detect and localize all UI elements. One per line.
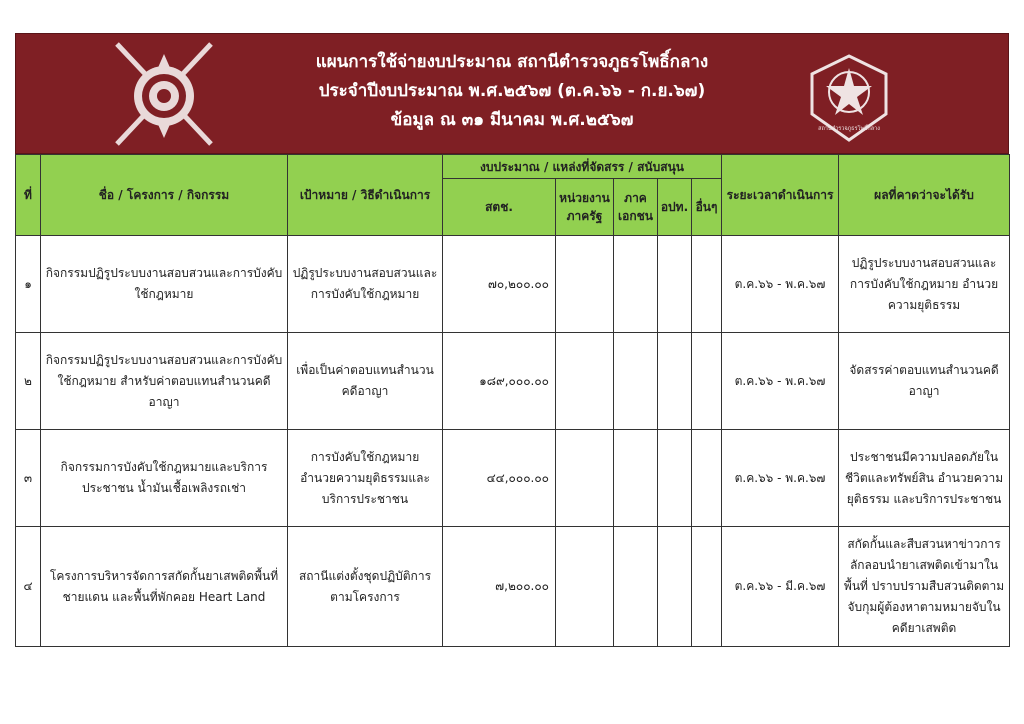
row-budget-other <box>692 527 722 647</box>
row-budget-gov <box>556 430 614 527</box>
table-row <box>16 527 1010 647</box>
col-no-header: ที่ <box>16 155 41 236</box>
col-period-header: ระยะเวลาดำเนินการ <box>722 155 839 236</box>
row-target: การบังคับใช้กฎหมาย อำนวยความยุติธรรมและบริการประชาชน <box>288 430 443 527</box>
row-budget-gov <box>556 527 614 647</box>
row-budget-gov <box>556 236 614 333</box>
col-budget-local-header: อปท. <box>658 179 692 236</box>
row-budget: ๔๔,๐๐๐.๐๐ <box>443 430 556 527</box>
table-row <box>16 430 1010 527</box>
row-no: ๑ <box>16 236 41 333</box>
title-line-1: แผนการใช้จ่ายงบประมาณ สถานีตำรวจภูธรโพธิ์กลาง <box>315 52 709 72</box>
row-budget-private <box>614 236 658 333</box>
row-name: กิจกรรมการบังคับใช้กฎหมายและบริการประชาชน น้ำมันเชื้อเพลิงรถเช่า <box>41 430 288 527</box>
row-budget-local <box>658 430 692 527</box>
table-row <box>16 333 1010 430</box>
row-result: ประชาชนมีความปลอดภัยในชีวิตและทรัพย์สิน อำนวยความยุติธรรม และบริการประชาชน <box>839 430 1010 527</box>
col-budget-other-header: อื่นๆ <box>692 179 722 236</box>
row-result: ปฏิรูประบบงานสอบสวนและการบังคับใช้กฎหมาย อำนวยความยุติธรรม <box>839 236 1010 333</box>
row-budget-other <box>692 236 722 333</box>
row-name: กิจกรรมปฏิรูประบบงานสอบสวนและการบังคับใช้กฎหมาย <box>41 236 288 333</box>
header-banner <box>15 33 1009 154</box>
row-no: ๔ <box>16 527 41 647</box>
row-period: ต.ค.๖๖ - พ.ค.๖๗ <box>722 430 839 527</box>
row-budget: ๑๘๙,๐๐๐.๐๐ <box>443 333 556 430</box>
col-budget-group-header: งบประมาณ / แหล่งที่จัดสรร / สนับสนุน <box>443 155 722 179</box>
row-target: ปฏิรูประบบงานสอบสวนและการบังคับใช้กฎหมาย <box>288 236 443 333</box>
col-name-header: ชื่อ / โครงการ / กิจกรรม <box>41 155 288 236</box>
row-name: กิจกรรมปฏิรูประบบงานสอบสวนและการบังคับใช้กฎหมาย สำหรับค่าตอบแทนสำนวนคดีอาญา <box>41 333 288 430</box>
row-period: ต.ค.๖๖ - พ.ค.๖๗ <box>722 236 839 333</box>
budget-table <box>15 154 1010 647</box>
col-budget-gov-header: หน่วยงานภาครัฐ <box>556 179 614 236</box>
row-target: สถานีแต่งตั้งชุดปฏิบัติการตามโครงการ <box>288 527 443 647</box>
row-budget: ๗,๒๐๐.๐๐ <box>443 527 556 647</box>
row-budget-local <box>658 236 692 333</box>
station-emblem-text: สถานีตำรวจภูธรโพธิ์กลาง <box>818 126 880 132</box>
table-row <box>16 236 1010 333</box>
row-budget-other <box>692 333 722 430</box>
row-budget: ๗๐,๒๐๐.๐๐ <box>443 236 556 333</box>
col-target-header: เป้าหมาย / วิธีดำเนินการ <box>288 155 443 236</box>
row-budget-gov <box>556 333 614 430</box>
title-line-2: ประจำปีงบประมาณ พ.ศ.๒๕๖๗ (ต.ค.๖๖ - ก.ย.๖๗) <box>318 81 706 101</box>
row-target: เพื่อเป็นค่าตอบแทนสำนวนคดีอาญา <box>288 333 443 430</box>
col-result-header: ผลที่คาดว่าจะได้รับ <box>839 155 1010 236</box>
row-budget-local <box>658 333 692 430</box>
row-name: โครงการบริหารจัดการสกัดกั้นยาเสพติดพื้นที่ชายแดน และพื้นที่พักคอย Heart Land <box>41 527 288 647</box>
row-no: ๓ <box>16 430 41 527</box>
row-result: จัดสรรค่าตอบแทนสำนวนคดีอาญา <box>839 333 1010 430</box>
row-result: สกัดกั้นและสืบสวนหาข่าวการลักลอบนำยาเสพติดเข้ามาในพื้นที่ ปราบปรามสืบสวนติดตามจับกุมผู้ต้องหาตามหมายจับในคดียาเสพติด <box>839 527 1010 647</box>
row-period: ต.ค.๖๖ - มี.ค.๖๗ <box>722 527 839 647</box>
row-budget-local <box>658 527 692 647</box>
title-line-3: ข้อมูล ณ ๓๑ มีนาคม พ.ศ.๒๕๖๗ <box>390 110 634 130</box>
station-emblem-right-icon <box>808 54 890 142</box>
row-budget-private <box>614 333 658 430</box>
row-budget-private <box>614 430 658 527</box>
row-budget-private <box>614 527 658 647</box>
row-budget-other <box>692 430 722 527</box>
col-budget-private-header: ภาคเอกชน <box>614 179 658 236</box>
row-period: ต.ค.๖๖ - พ.ค.๖๗ <box>722 333 839 430</box>
col-budget-police-header: สตช. <box>443 179 556 236</box>
budget-plan-sheet <box>15 33 1009 647</box>
row-no: ๒ <box>16 333 41 430</box>
